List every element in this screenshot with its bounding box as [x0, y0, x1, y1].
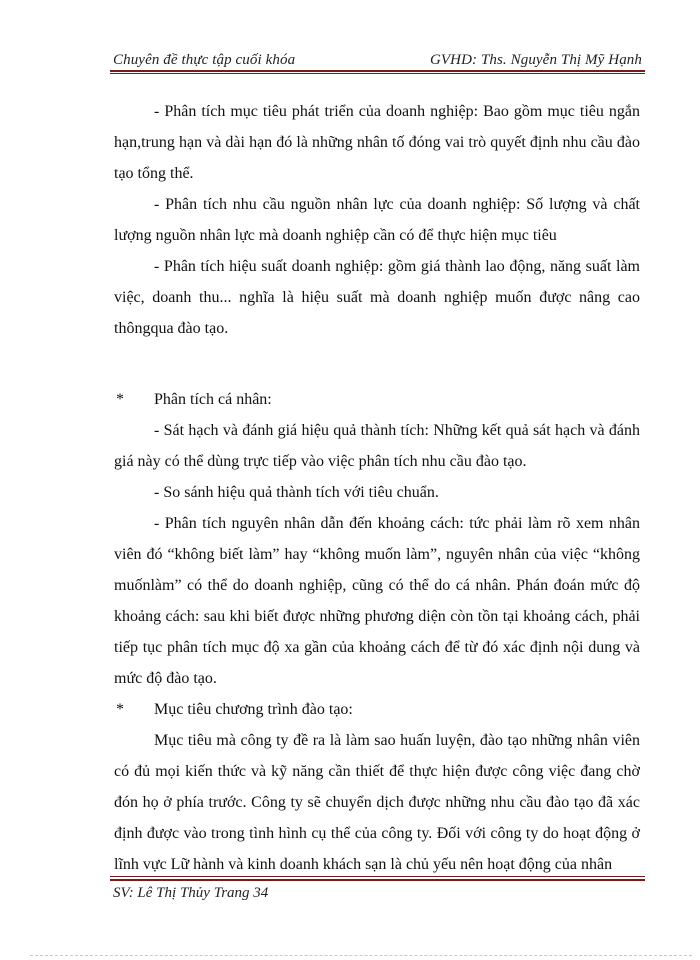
page-edge-divider — [30, 955, 692, 956]
paragraph-hr-needs: - Phân tích nhu cầu nguồn nhân lực của doanh nghiệp: Số lượng và chất lượng nguồn nhân lực mà doanh nghiệp cần có để thực hiện mục tiêu — [114, 196, 640, 244]
bullet-star-icon: * — [116, 391, 124, 408]
heading-text: Phân tích cá nhân: — [154, 391, 272, 408]
page-footer: SV: Lê Thị Thủy Trang 34 — [113, 885, 269, 901]
blank-spacer — [114, 344, 640, 384]
paragraph-evaluation: - Sát hạch và đánh giá hiệu quả thành tích: Những kết quả sát hạch và đánh giá này có thể dùng trực tiếp vào việc phân tích nhu cầu đào tạo. — [114, 422, 640, 470]
paragraph-performance: - Phân tích hiệu suất doanh nghiệp: gồm giá thành lao động, năng suất làm việc, doanh thu... nghĩa là hiệu suất mà doanh nghiệp muốn được nâng cao thôngqua đào tạo. — [114, 258, 640, 337]
page-header — [113, 47, 642, 69]
heading-training-goals — [114, 694, 640, 725]
footer-rule-thick — [110, 879, 645, 881]
paragraph-goal-analysis: - Phân tích mục tiêu phát triển của doanh nghiệp: Bao gồm mục tiêu ngắn hạn,trung hạn và dài hạn đó là những nhân tố đóng vai trò quyết định nhu cầu đào tạo tổng thể. — [114, 103, 640, 182]
bullet-star-icon: * — [116, 701, 124, 718]
footer-rule-thin — [110, 876, 645, 877]
header-left-title: Chuyên đề thực tập cuối khóa — [113, 52, 296, 68]
header-rule-thin — [110, 73, 645, 74]
paragraph-company-goals: Mục tiêu mà công ty đề ra là làm sao huấn luyện, đào tạo những nhân viên có đủ mọi kiến thức và kỹ năng cần thiết để thực hiện được công việc đang chờ đón họ ở phía trước. Công ty sẽ chuyển dịch được những nhu cầu đào tạo đã xác định được vào trong tình hình cụ thể của công ty. Đối với công ty do hoạt động ở lĩnh vực Lữ hành và kinh doanh khách sạn là chủ yếu nên hoạt động của nhân — [114, 732, 640, 873]
paragraph-compare-standard: - So sánh hiệu quả thành tích với tiêu chuẩn. — [154, 484, 439, 501]
header-right-supervisor: GVHD: Ths. Nguyễn Thị Mỹ Hạnh — [429, 52, 642, 68]
heading-individual-analysis — [114, 384, 640, 415]
heading-text: Mục tiêu chương trình đào tạo: — [154, 701, 353, 718]
header-rule-thick — [110, 70, 645, 72]
paragraph-gap-causes: - Phân tích nguyên nhân dẫn đến khoảng cách: tức phải làm rõ xem nhân viên đó “không biết làm” hay “không muốn làm”, nguyên nhân của việc “không muốnlàm” có thể do doanh nghiệp, cũng có thể do cá nhân. Phán đoán mức độ khoảng cách: sau khi biết được những phương diện còn tồn tại khoảng cách, phải tiếp tục phân tích mục độ xa gần của khoảng cách để từ đó xác định nội dung và mức độ đào tạo. — [114, 515, 640, 687]
page-body — [114, 96, 640, 880]
